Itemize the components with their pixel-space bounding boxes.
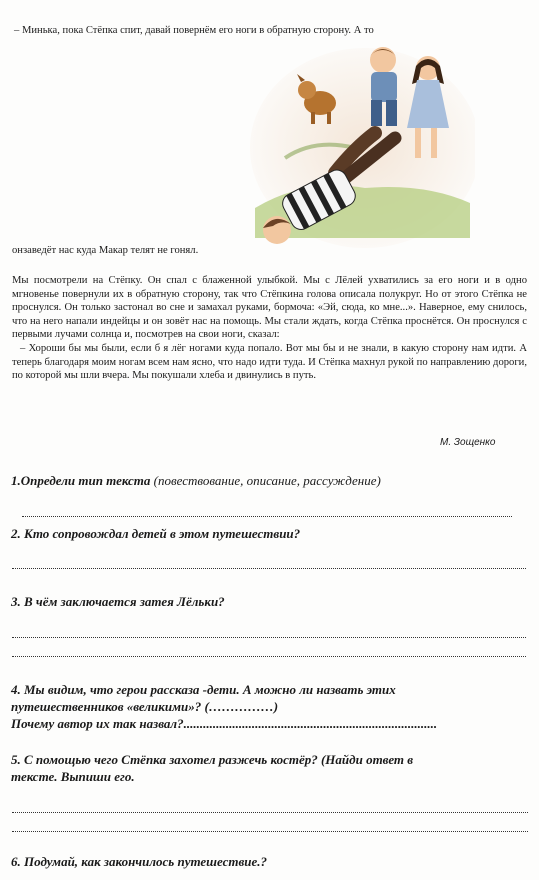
question-3: 3. В чём заключается затея Лёльки? <box>11 594 225 609</box>
question-4-line-2: путешественников «великими»? (……………) <box>11 699 279 714</box>
answer-line-3a[interactable] <box>12 637 526 638</box>
question-4-line-3: Почему автор их так назвал?.............................................................................. <box>11 716 438 731</box>
story-body <box>12 274 527 383</box>
answer-line-5a[interactable] <box>12 812 528 813</box>
story-illustration <box>245 38 475 253</box>
question-1 <box>11 473 381 489</box>
answer-line-3b[interactable] <box>12 656 526 657</box>
story-paragraph-2: – Хороши бы мы были, если б я лёг ногами куда попало. Вот мы бы и не знали, в какую сторону нам идти. А теперь благодаря моим ногам всем нам ясно, что надо идти туда. И Стёпка махнул рукой по направлению дороги, по которой мы шли вчера. Мы покушали хлеба и двинулись в путь. <box>12 342 527 382</box>
answer-line-2[interactable] <box>12 568 526 569</box>
question-4-line-1: 4. Мы видим, что герои рассказа -дети. А можно ли назвать этих <box>11 682 396 697</box>
question-1-text: 1.Определи тип текста <box>11 473 151 488</box>
question-1-hint: (повествование, описание, рассуждение) <box>150 473 381 488</box>
question-6: 6. Подумай, как закончилось путешествие.? <box>11 854 268 869</box>
story-continuation-line: онзаведёт нас куда Макар телят не гонял. <box>12 245 199 256</box>
answer-line-1[interactable] <box>22 516 512 517</box>
answer-line-5b[interactable] <box>12 831 528 832</box>
story-intro-line: – Минька, пока Стёпка спит, давай повернём его ноги в обратную сторону. А то <box>14 25 374 36</box>
question-2: 2. Кто сопровождал детей в этом путешествии? <box>11 526 301 541</box>
question-5-line-2: тексте. Выпиши его. <box>11 769 135 784</box>
story-paragraph-1: Мы посмотрели на Стёпку. Он спал с блаженной улыбкой. Мы с Лёлей ухватились за его ноги и в одно мгновенье повернули их в обратную сторону, так что Стёпкина голова описала полукруг. Но от этого Стёпка не проснулся. Он только застонал во сне и замахал руками, бормоча: «Эй, сюда, ко мне...». Наверное, ему снилось, что на него напали индейцы и он зовёт нас на помощь. Мы стали ждать, когда Стёпка проснётся. Он проснулся с первыми лучами солнца и, посмотрев на свои ноги, сказал: <box>12 275 527 341</box>
author-signature: М. Зощенко <box>440 437 496 448</box>
question-5-line-1: 5. С помощью чего Стёпка захотел разжечь костёр? (Найди ответ в <box>11 752 414 767</box>
